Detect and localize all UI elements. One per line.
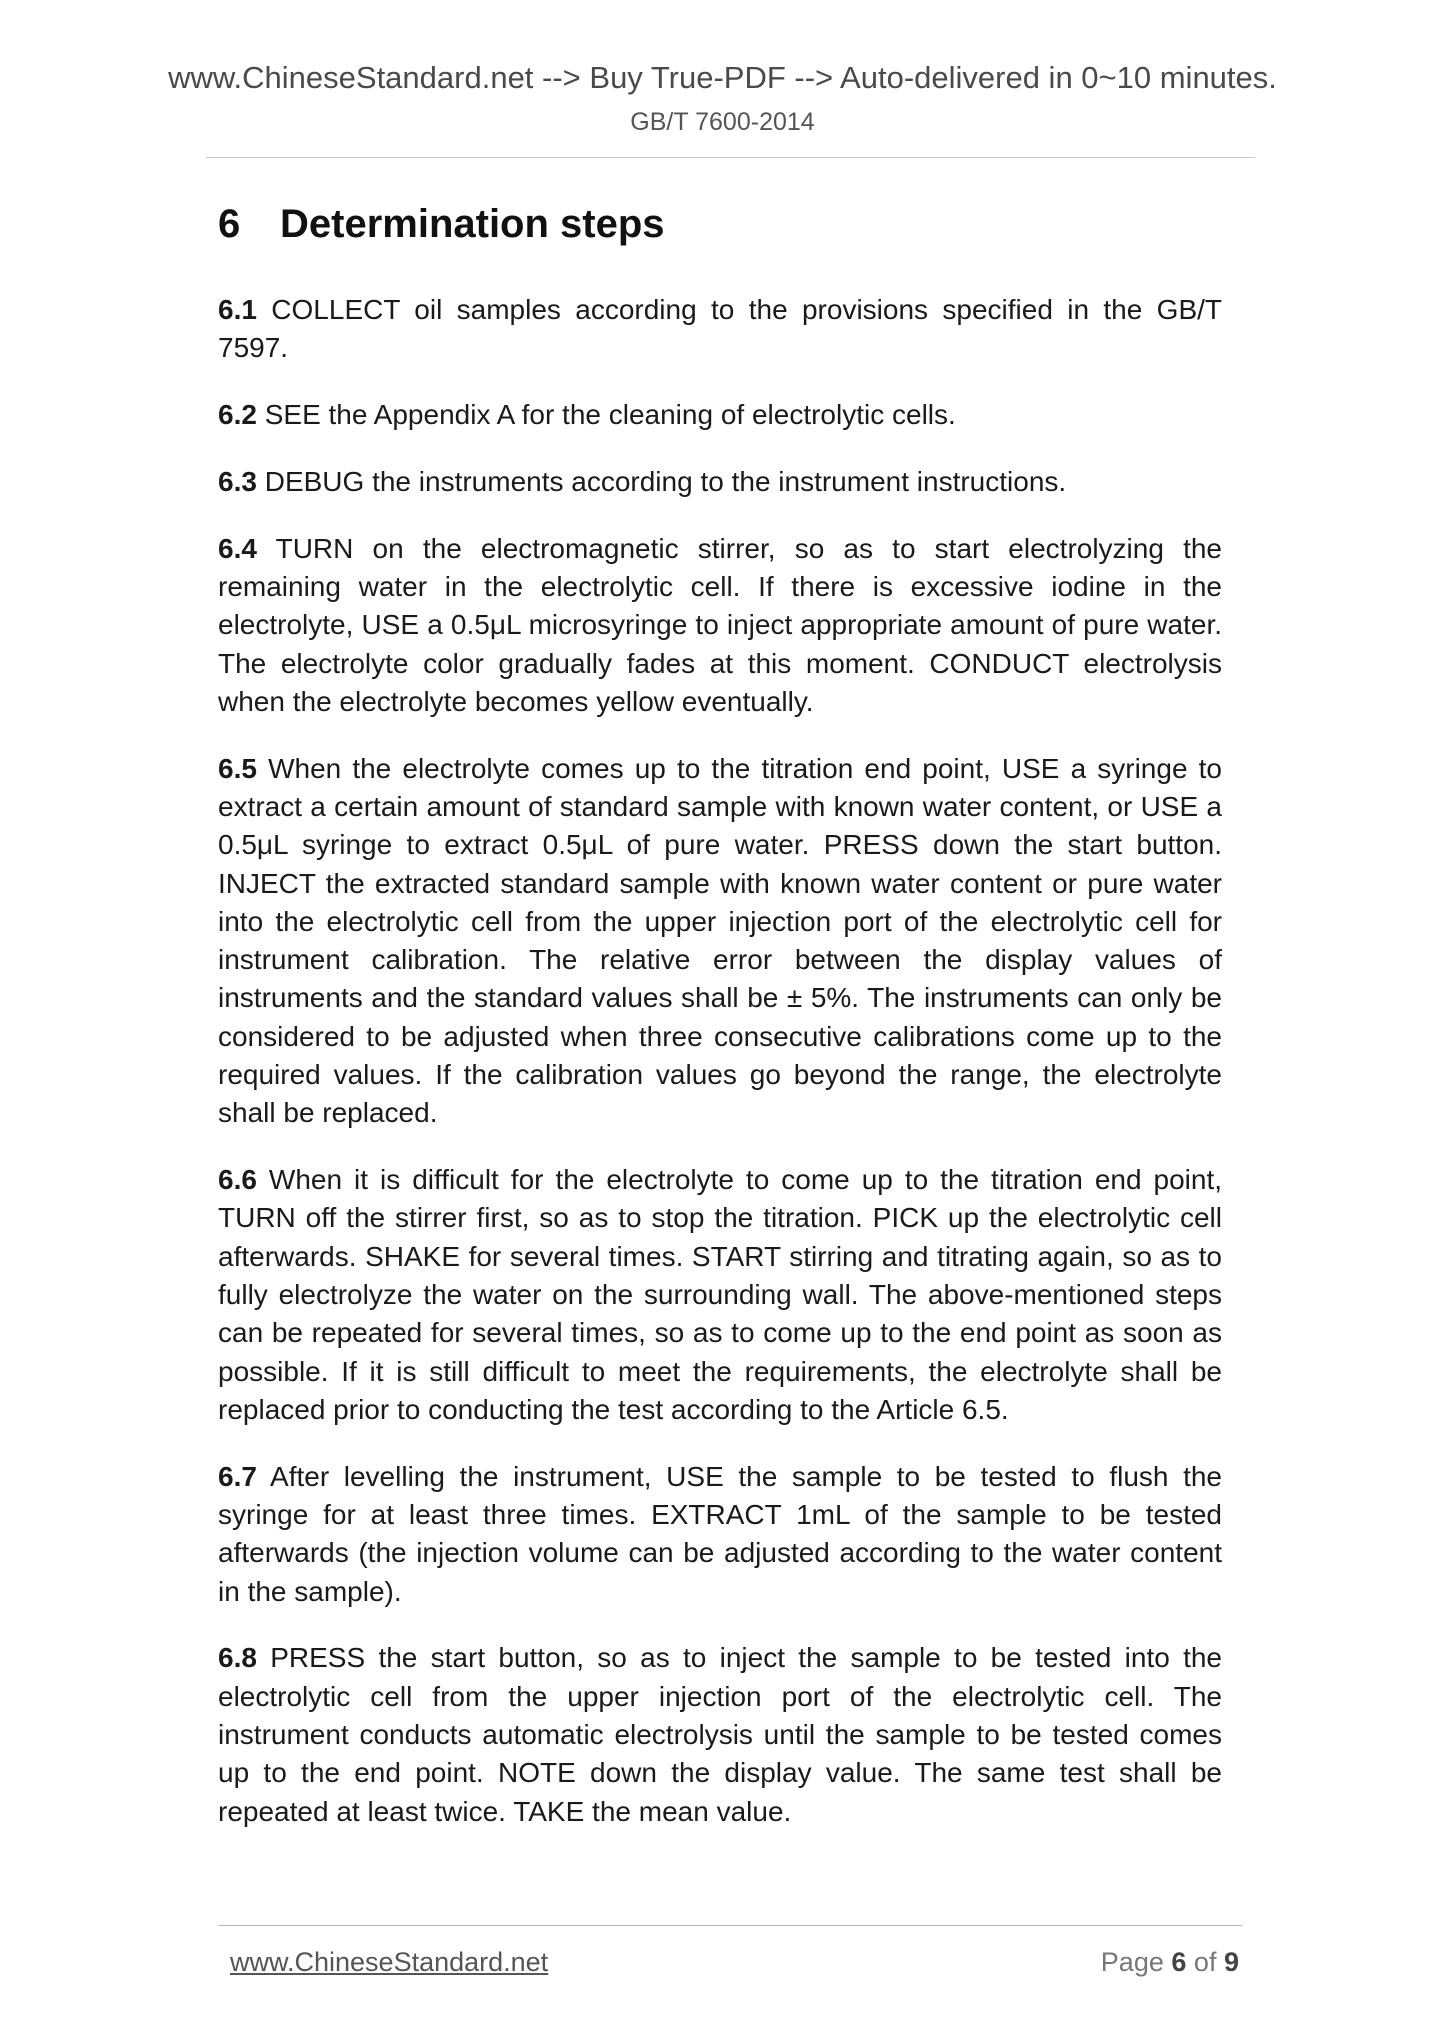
- clause-6-8: [218, 1639, 1222, 1830]
- clause-number: 6.4: [218, 532, 257, 564]
- clause-number: 6.1: [218, 294, 257, 325]
- clause-6-2: [218, 396, 1222, 434]
- section-title: Determination steps: [280, 202, 665, 246]
- of-word: of: [1193, 1947, 1217, 1977]
- document-id: GB/T 7600-2014: [630, 108, 815, 136]
- page-current: 6: [1171, 1947, 1187, 1977]
- clause-number: 6.8: [218, 1642, 257, 1674]
- clause-6-1: [218, 291, 1222, 368]
- clause-number: 6.7: [218, 1460, 257, 1492]
- clause-text: TURN on the electromagnetic stirrer, so as to start electrolyzing the remaining water in the electrolytic cell. If there is excessive iodine in the electrolyte, USE a 0.5μL microsyringe to inject appropriate amount of pure water. The electrolyte color gradually fades at this moment. CONDUCT electrolysis when the electrolyte becomes yellow eventually.: [218, 532, 1223, 717]
- page-total: 9: [1223, 1947, 1239, 1977]
- clause-text: DEBUG the instruments according to the instrument instructions.: [264, 465, 1067, 497]
- section-number: 6: [218, 202, 241, 246]
- section-heading: [218, 198, 665, 250]
- clause-text: When it is difficult for the electrolyte to come up to the titration end point, TURN off the stirrer first, so as to stop the titration. PICK up the electrolytic cell afterwards. SHAKE for several times. START stirring and titrating again, so as to fully electrolyze the water on the surrounding wall. The above-mentioned steps can be repeated for several times, so as to come up to the end point as soon as possible. If it is still difficult to meet the requirements, the electrolyte shall be replaced prior to conducting the test according to the Article 6.5.: [218, 1164, 1223, 1425]
- clause-text: When the electrolyte comes up to the titration end point, USE a syringe to extract a certain amount of standard sample with known water content, or USE a 0.5μL syringe to extract 0.5μL of pure water. PRESS down the start button. INJECT the extracted standard sample with known water content or pure water into the electrolytic cell from the upper injection port of the electrolytic cell for instrument calibration. The relative error between the display values of instruments and the standard values shall be ± 5%. The instruments can only be considered to be adjusted when three consecutive calibrations come up to the required values. If the calibration values go beyond the range, the electrolyte shall be replaced.: [218, 752, 1222, 1129]
- clause-6-4: [218, 530, 1222, 721]
- clause-number: 6.5: [218, 752, 257, 784]
- clause-number: 6.2: [218, 399, 257, 431]
- clause-text: SEE the Appendix A for the cleaning of electrolytic cells.: [264, 399, 956, 431]
- page-word: Page: [1100, 1947, 1164, 1977]
- clause-text: COLLECT oil samples according to the provisions specified in the GB/T 7597.: [218, 294, 1223, 364]
- clause-text: After levelling the instrument, USE the sample to be tested to flush the syringe for at least three times. EXTRACT 1mL of the sample to be tested afterwards (the injection volume can be adjusted according to the water content in the sample).: [218, 1460, 1223, 1607]
- footer-site-link[interactable]: www.ChineseStandard.net: [230, 1947, 549, 1977]
- footer-divider: [218, 1925, 1242, 1926]
- page-indicator: [1101, 1944, 1239, 1980]
- clause-6-7: [218, 1458, 1222, 1611]
- clause-6-3: [218, 463, 1222, 501]
- clause-number: 6.3: [218, 465, 257, 497]
- clause-text: PRESS the start button, so as to inject the sample to be tested into the electrolytic cell from the upper injection port of the electrolytic cell. The instrument conducts automatic electrolysis until the sample to be tested comes up to the end point. NOTE down the display value. The same test shall be repeated at least twice. TAKE the mean value.: [218, 1642, 1223, 1827]
- header-banner: www.ChineseStandard.net --> Buy True-PDF --> Auto-delivered in 0~10 minutes.: [168, 60, 1277, 95]
- clause-number: 6.6: [218, 1164, 257, 1196]
- header-divider: [206, 157, 1255, 158]
- clause-list: [218, 291, 1222, 1859]
- clause-6-5: [218, 750, 1222, 1133]
- clause-6-6: [218, 1161, 1222, 1429]
